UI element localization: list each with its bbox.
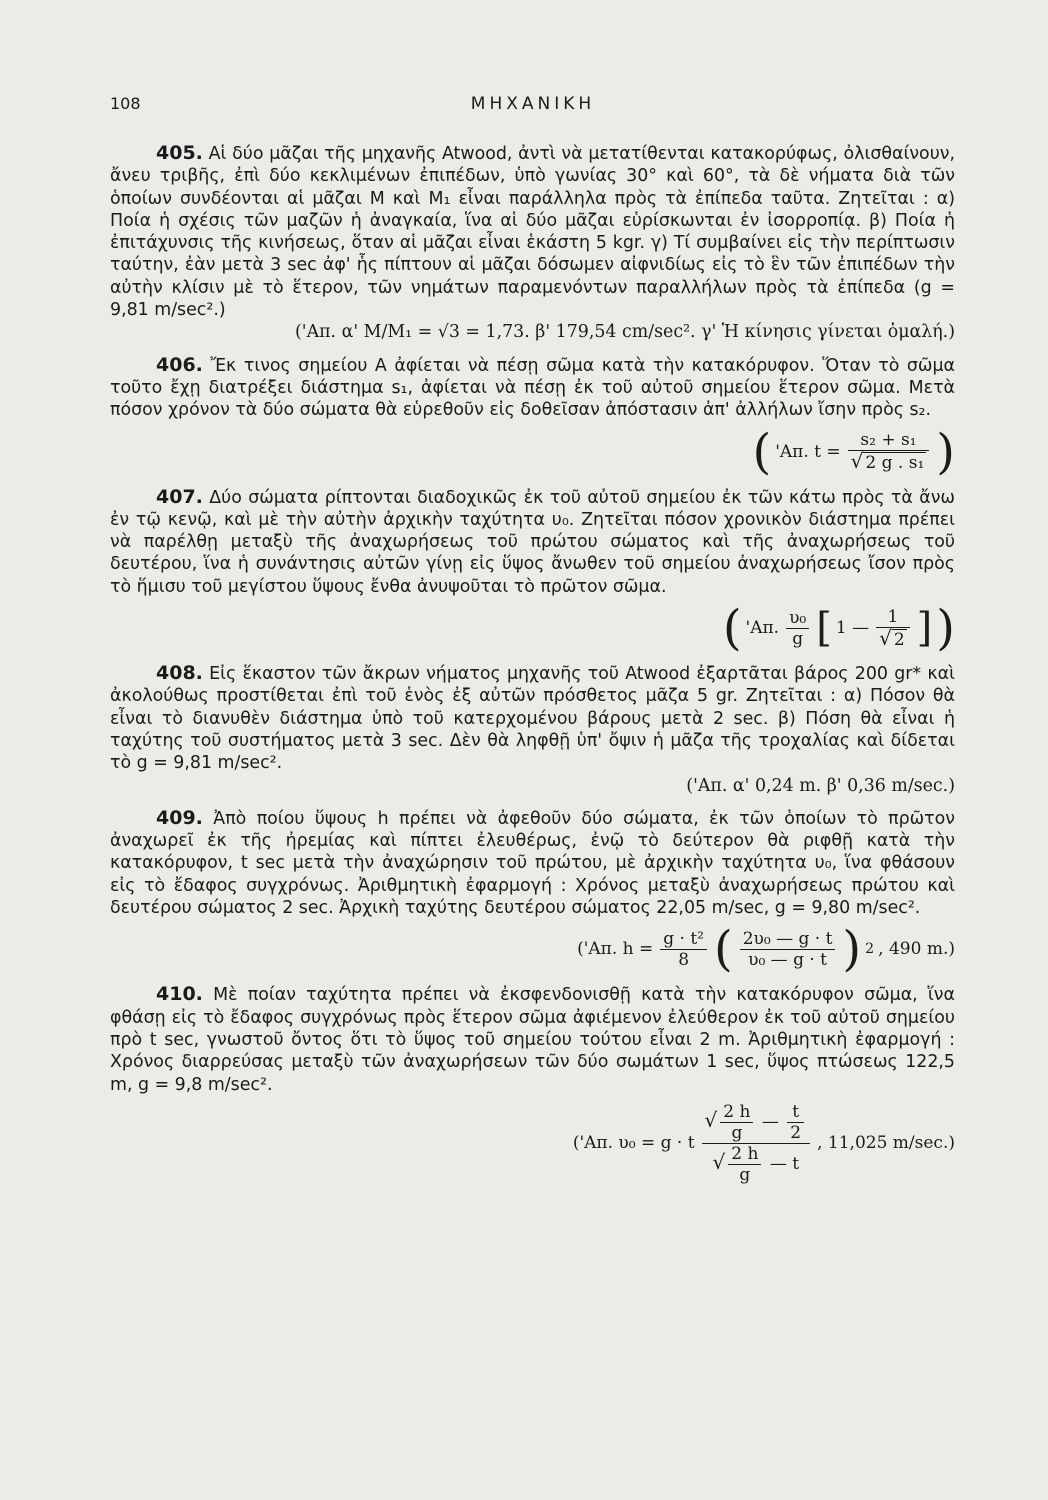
problem-answer: ('Απ. α' 0,24 m. β' 0,36 m/sec.) [686,775,955,796]
problem-answer: ('Απ. α' M/M₁ = √3 = 1,73. β' 179,54 cm/sec². γ' Ἡ κίνησις γίνεται ὁμαλή.) [295,322,955,343]
problem-number: 408. [156,662,203,685]
problem-406 [110,353,956,480]
answer-fraction: $\frac{\text{υ₀}}{g}$ [786,608,809,649]
problem-409 [110,806,956,978]
problem-number: 405. [156,142,203,164]
problem-text: Μὲ ποίαν ταχύτητα πρέπει νὰ ἐκσφενδονισθῇ κατὰ τὴν κατακόρυφον σῶμα, ἵνα φθάσῃ εἰς τὸ ἔδαφος συγχρόνως πρὸς ἕτερον σῶμα ἀφιέμενον ἐλεύθερον ἐκ τοῦ αὐτοῦ σημείου πρὸ t sec, γνωστοῦ ὄντος ὅτι τὸ ὕψος τοῦ σημείου τούτου εἶναι 2 m. Ἀριθμητικὴ ἐφαρμογή : Χρόνος διαρρεύσας μεταξὺ τῶν ἀναχωρήσεων τῶν δύο σωμάτων 1 sec, ὕψος πτώσεως 122,5 m, g = 9,8 m/sec². [110,985,955,1095]
answer-prefix: 'Απ. t = [775,441,841,462]
page-number: 108 [110,94,141,113]
problem-answer: ( 'Απ. $\frac{\text{υ₀}}{g}$ [ 1 — $\frac{1}{√ 2}$ ] ) [722,600,955,657]
problem-405 [110,142,955,344]
problem-text: Δύο σώματα ρίπτονται διαδοχικῶς ἐκ τοῦ αὐτοῦ σημείου ἐκ τῶν κάτω πρὸς τὰ ἄνω ἐν τῷ κενῷ, καὶ μὲ τὴν αὐτὴν ἀρχικὴν ταχύτητα υ₀. Ζητεῖται πόσον χρονικὸν διάστημα πρέπει νὰ παρέλθῃ μεταξὺ τῆς ἀναχωρήσεως τοῦ πρώτου σώματος καὶ τῆς ἀναχωρήσεως τοῦ δευτέρου, ἵνα ἡ συνάντησις αὐτῶν γίνῃ εἰς ὕψος ἄνωθεν τοῦ σημείου ἀναχωρήσεως ἴσον πρὸς τὸ ἥμισυ τοῦ μεγίστου ὕψους ἔνθα ἀνυψοῦται τὸ πρῶτον σῶμα. [110,487,955,597]
answer-inner-fraction: $\frac{1}{√ 2}$ [876,607,910,650]
answer-fraction: √ $\frac{2 h}{g}$ — $\frac{t}{2}$ √ $\frac{2 h}{g}$ — t [702,1102,811,1185]
problem-408 [110,662,955,797]
answer-prefix: ('Απ. h = [577,939,654,960]
problem-text: Ἀπὸ ποίου ὕψους h πρέπει νὰ ἀφεθοῦν δύο σώματα, ἐκ τῶν ὁποίων τὸ πρῶτον ἀναχωρεῖ ἐκ τῆς ἠρεμίας καὶ πίπτει ἐλευθέρως, ἐνῷ τὸ δεύτερον θὰ ριφθῇ κατὰ τὴν κατακόρυφον, t sec μετὰ τὴν ἀναχώρησιν τοῦ πρώτου, μὲ ἀρχικὴν ταχύτητα υ₀, ἵνα φθάσουν εἰς τὸ ἔδαφος συγχρόνως. Ἀριθμητικὴ ἐφαρμογή : Χρόνος μεταξὺ ἀναχωρήσεως πρώτου καὶ δευτέρου σώματος 2 sec. Ἀρχικὴ ταχύτης δευτέρου σώματος 22,05 m/sec, g = 9,80 m/sec². [110,808,956,919]
problems-list [110,142,955,1195]
running-title: ΜΗΧΑΝΙΚΗ [470,94,596,114]
answer-inner-fraction: $\frac{\text{2υ₀ — g · t}}{\text{υ₀ — g · t}}$ [740,929,836,970]
problem-410 [110,983,955,1184]
problem-number: 406. [156,353,203,376]
problem-answer: ('Απ. h = $\frac{\text{g · t²}}{8}$ ( $\frac{\text{2υ₀ — g · t}}{\text{υ₀ — g · t}}$ ) 2 , 490 m.) [577,921,955,978]
answer-prefix: 'Απ. [745,618,780,639]
problem-number: 407. [156,485,203,508]
problem-number: 410. [156,983,203,1006]
answer-fraction: $\frac{\text{g · t²}}{8}$ [660,929,707,970]
problem-407 [110,485,955,657]
problem-text: Αἱ δύο μᾶζαι τῆς μηχανῆς Atwood, ἀντὶ νὰ μετατίθενται κατακορύφως, ὀλισθαίνουν, ἄνευ τριβῆς, ἐπὶ δύο κεκλιμένων ἐπιπέδων, ὑπὸ γωνίας 30° καὶ 60°, τὰ δὲ νήματα διὰ τῶν ὁποίων συνδέονται αἱ μᾶζαι M καὶ M₁ εἶναι παράλληλα πρὸς τὰ ἐπίπεδα ταῦτα. Ζητεῖται : α) Ποία ἡ σχέσις τῶν μαζῶν ἡ ἀναγκαία, ἵνα αἱ δύο μᾶζαι εὑρίσκωνται ἐν ἰσορροπίᾳ. β) Ποία ἡ ἐπιτάχυνσις τῆς κινήσεως, ὅταν αἱ μᾶζαι εἶναι ἑκάστη 5 kgr. γ) Τί συμβαίνει εἰς τὴν περίπτωσιν ταύτην, ἐὰν μετὰ 3 sec ἀφ' ἧς πίπτουν αἱ μᾶζαι δόσωμεν αἰφνιδίως εἰς τὸ ἓν τῶν ἐπιπέδων τὴν αὐτὴν κλίσιν μὲ τὸ ἕτερον, τῶν νημάτων παραμενόντων παραλλήλων πρὸς τὰ ἐπίπεδα (g = 9,81 m/sec².) [110,144,955,321]
problem-number: 409. [156,806,203,829]
problem-text: Εἰς ἕκαστον τῶν ἄκρων νήματος μηχανῆς τοῦ Atwood ἐξαρτᾶται βάρος 200 gr* καὶ ἀκολούθως προστίθεται ἐπὶ τοῦ ἑνὸς ἐξ αὐτῶν πρόσθετος μᾶζα 5 gr. Ζητεῖται : α) Πόσον θὰ εἶναι τὸ διανυθὲν διάστημα ὑπὸ τοῦ κατερχομένου βάρους μετὰ 2 sec. β) Πόση θὰ εἶναι ἡ ταχύτης τοῦ συστήματος μετὰ 3 sec. Δὲν θὰ ληφθῇ ὑπ' ὄψιν ἡ μᾶζα τῆς τροχαλίας καὶ δίδεται τὸ g = 9,81 m/sec². [110,664,955,774]
problem-text: Ἔκ τινος σημείου A ἀφίεται νὰ πέσῃ σῶμα κατὰ τὴν κατακόρυφον. Ὅταν τὸ σῶμα τοῦτο ἔχῃ διατρέξει διάστημα s₁, ἀφίεται νὰ πέσῃ ἐκ τοῦ αὐτοῦ σημείου ἕτερον σῶμα. Μετὰ πόσον χρόνον τὰ δύο σώματα θὰ εὑρεθοῦν εἰς δοθεῖσαν ἀπόστασιν ἀπ' ἀλλήλων ἴσην πρὸς s₂. [110,355,956,421]
page-header [110,94,956,124]
problem-answer: ( 'Απ. t = $\frac{\text{s₂ + s₁}}{\text{√ 2 g . s₁}}$ ) [752,423,955,480]
problem-answer: ('Απ. υ₀ = g · t √ $\frac{2 h}{g}$ — $\frac{t}{2}$ √ $\frac{2 h}{g}$ — t , 11,025 m/sec.) [572,1101,955,1185]
answer-fraction: $\frac{\text{s₂ + s₁}}{\text{√ 2 g . s₁}}$ [848,430,930,473]
answer-prefix: ('Απ. υ₀ = g · t [572,1133,695,1154]
